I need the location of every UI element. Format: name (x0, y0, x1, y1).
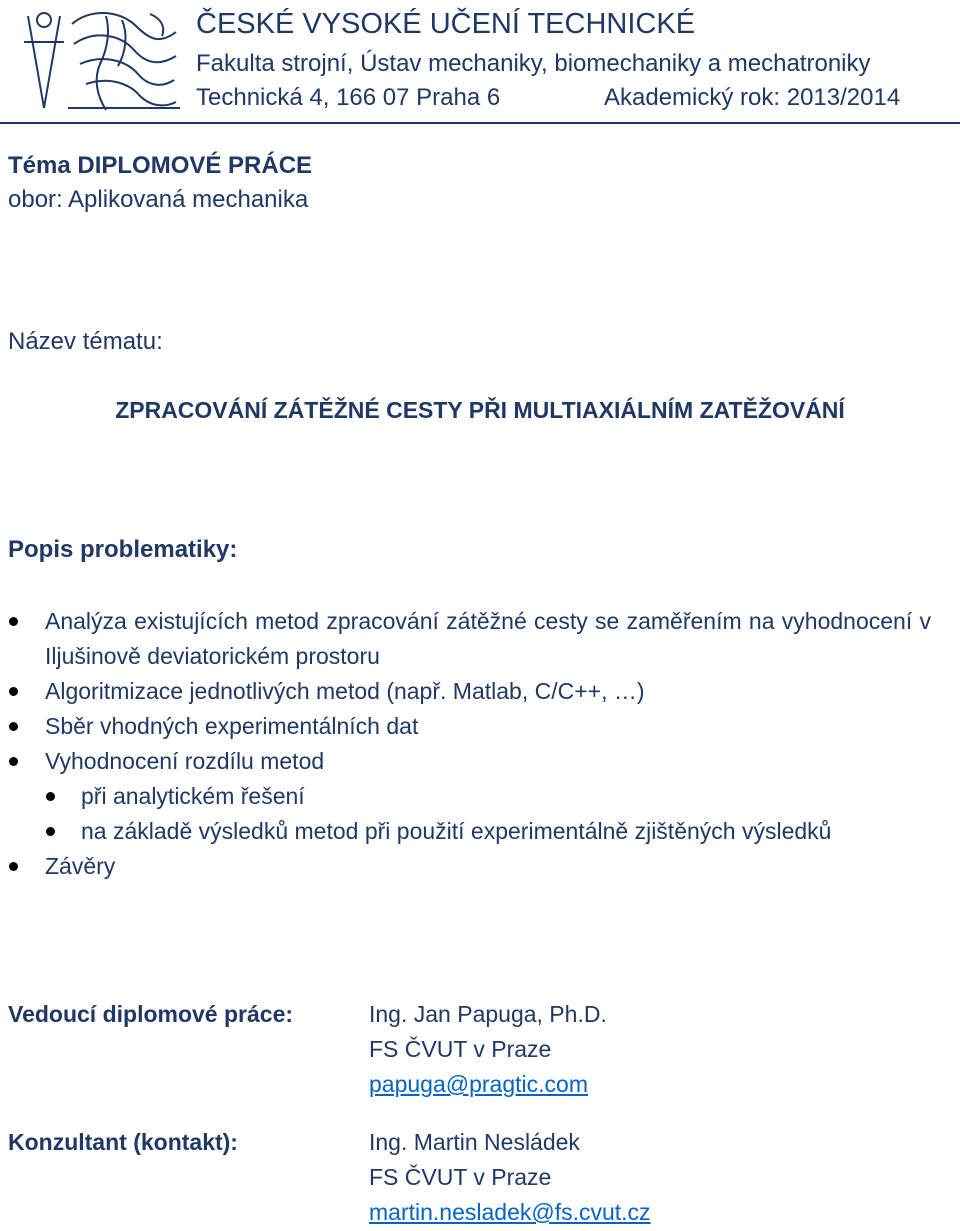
list-item-text: Analýza existujících metod zpracování zátěžné cesty se zaměřením na vyhodnocení v Iljušinově deviatorickém prostoru (45, 608, 931, 669)
list-item (0, 604, 960, 674)
bullet-icon (9, 687, 18, 696)
study-field: obor: Aplikovaná mechanika (8, 186, 309, 213)
header-divider (0, 122, 960, 124)
list-item (0, 744, 960, 779)
supervisor-email-link[interactable]: papuga@pragtic.com (369, 1071, 588, 1097)
description-list (0, 604, 960, 884)
supervisor-organization: FS ČVUT v Praze (369, 1036, 552, 1062)
list-item (0, 709, 960, 744)
list-item-text: při analytickém řešení (81, 783, 305, 809)
consultant-email-link[interactable]: martin.nesladek@fs.cvut.cz (369, 1199, 651, 1225)
academic-year: Akademický rok: 2013/2014 (604, 84, 901, 111)
description-heading: Popis problematiky: (8, 536, 238, 563)
list-item-text: Závěry (45, 853, 116, 879)
topic-name-label: Název tématu: (8, 328, 163, 355)
bullet-icon (46, 792, 55, 801)
university-name: ČESKÉ VYSOKÉ UČENÍ TECHNICKÉ (196, 8, 696, 40)
supervisor-name: Ing. Jan Papuga, Ph.D. (369, 1001, 607, 1027)
list-item (0, 849, 960, 884)
consultant-organization: FS ČVUT v Praze (369, 1164, 552, 1190)
bullet-icon (9, 617, 18, 626)
list-item-text: Sběr vhodných experimentálních dat (45, 713, 419, 739)
thesis-type-heading: Téma DIPLOMOVÉ PRÁCE (8, 152, 313, 179)
list-item-text: Vyhodnocení rozdílu metod (45, 748, 325, 774)
supervisor-label: Vedoucí diplomové práce: (8, 1001, 294, 1027)
list-item-text: Algoritmizace jednotlivých metod (např. Matlab, C/C++, …) (45, 678, 645, 704)
bullet-icon (9, 862, 18, 871)
faculty-address: Technická 4, 166 07 Praha 6 (196, 84, 501, 111)
faculty-name: Fakulta strojní, Ústav mechaniky, biomechaniky a mechatroniky (196, 50, 871, 77)
bullet-icon (9, 757, 18, 766)
sub-list-item (0, 779, 960, 814)
bullet-icon (9, 722, 18, 731)
consultant-name: Ing. Martin Nesládek (369, 1129, 580, 1155)
bullet-icon (46, 827, 55, 836)
list-item-text: na základě výsledků metod při použití experimentálně zjištěných výsledků (81, 818, 832, 844)
thesis-title: ZPRACOVÁNÍ ZÁTĚŽNÉ CESTY PŘI MULTIAXIÁLNÍM ZATĚŽOVÁNÍ (115, 397, 845, 423)
list-item (0, 674, 960, 709)
cvut-lion-logo-icon (10, 4, 186, 116)
sub-list-item (0, 814, 960, 849)
consultant-label: Konzultant (kontakt): (8, 1129, 238, 1155)
